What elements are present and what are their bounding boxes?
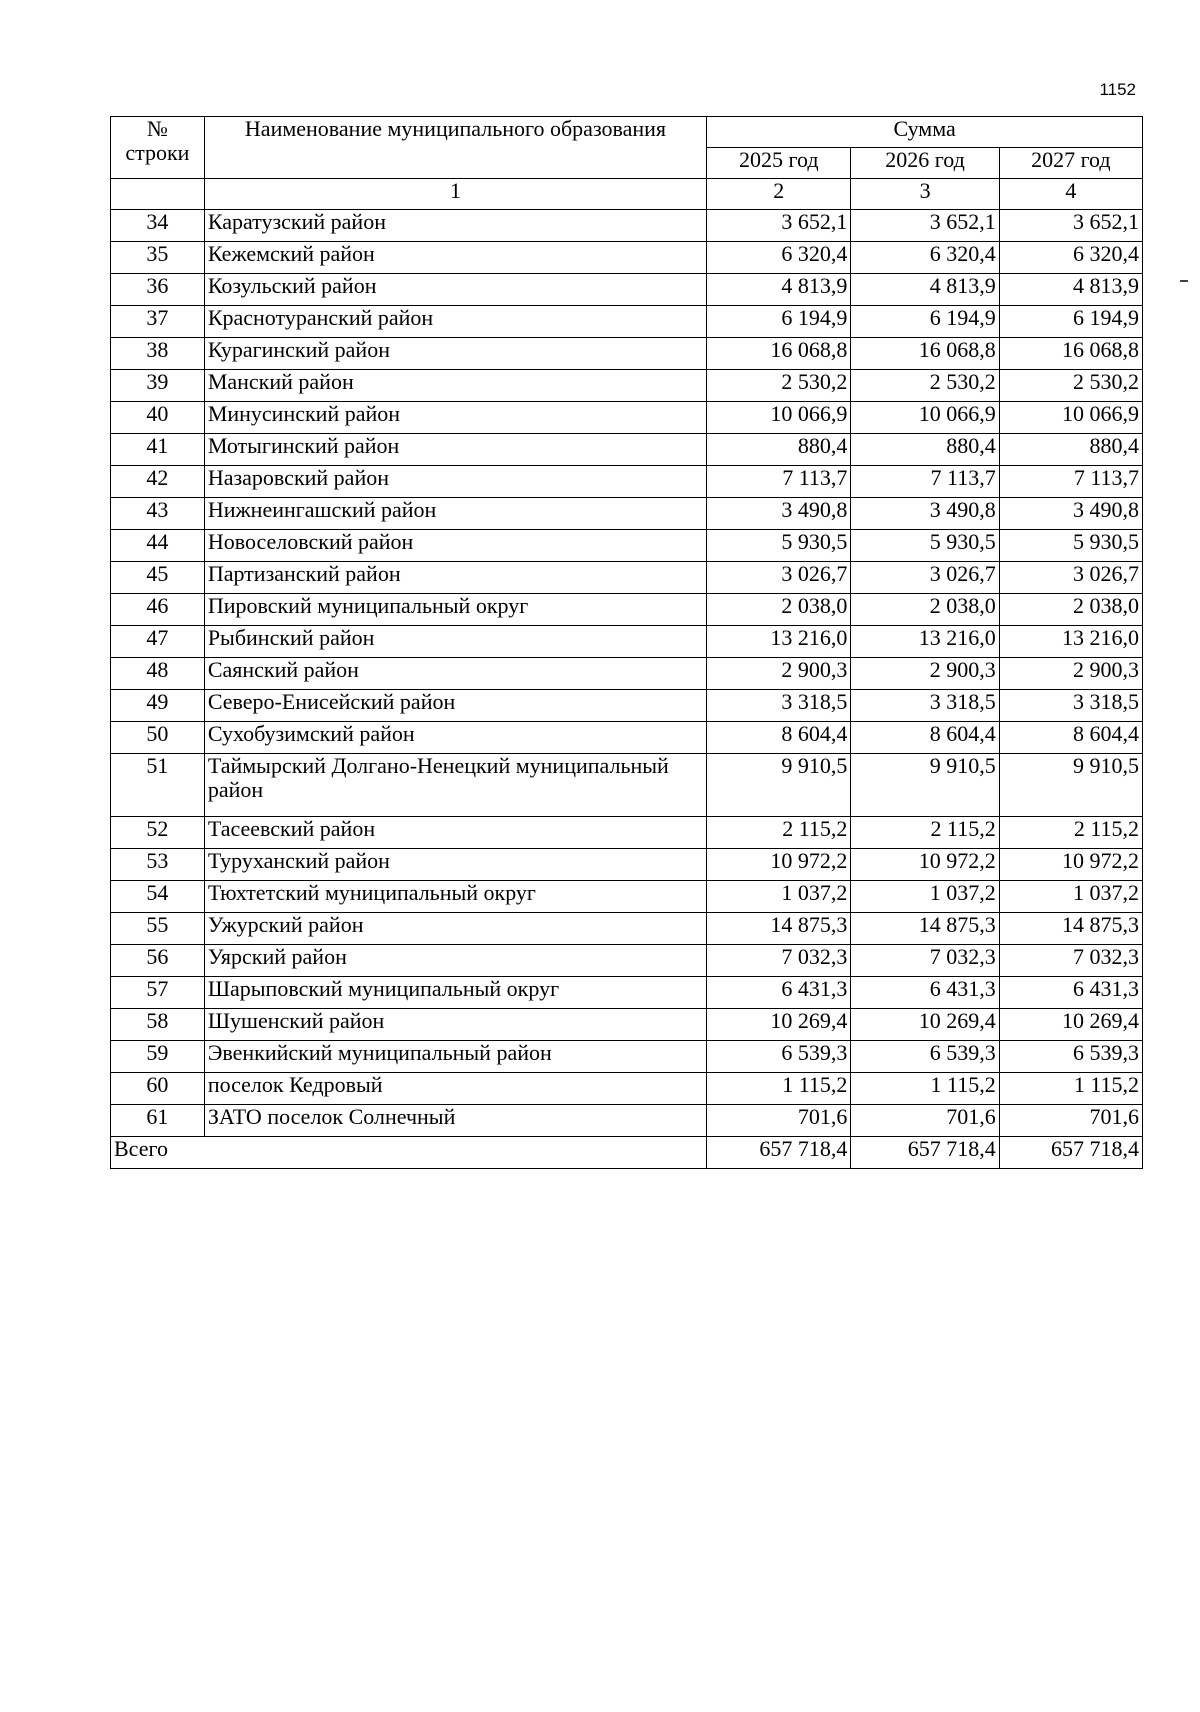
municipality-name: Каратузский район bbox=[204, 210, 706, 242]
amount-2027: 7 032,3 bbox=[999, 945, 1142, 977]
table-row bbox=[111, 530, 1143, 562]
table-row bbox=[111, 210, 1143, 242]
row-number: 60 bbox=[111, 1073, 205, 1105]
row-number: 52 bbox=[111, 817, 205, 849]
amount-2027: 10 972,2 bbox=[999, 849, 1142, 881]
column-number-3: 3 bbox=[851, 179, 999, 210]
amount-2026: 701,6 bbox=[851, 1105, 999, 1137]
table-row bbox=[111, 626, 1143, 658]
total-row bbox=[111, 1137, 1143, 1169]
amount-2025: 7 032,3 bbox=[707, 945, 851, 977]
amount-2025: 3 652,1 bbox=[707, 210, 851, 242]
header-year-2026: 2026 год bbox=[851, 148, 999, 179]
amount-2025: 13 216,0 bbox=[707, 626, 851, 658]
table-row bbox=[111, 722, 1143, 754]
municipality-name: Северо-Енисейский район bbox=[204, 690, 706, 722]
amount-2025: 3 026,7 bbox=[707, 562, 851, 594]
municipality-name: Тасеевский район bbox=[204, 817, 706, 849]
amount-2026: 6 539,3 bbox=[851, 1041, 999, 1073]
amount-2025: 6 539,3 bbox=[707, 1041, 851, 1073]
amount-2027: 2 038,0 bbox=[999, 594, 1142, 626]
municipality-name: Партизанский район bbox=[204, 562, 706, 594]
amount-2026: 6 320,4 bbox=[851, 242, 999, 274]
municipality-name: Курагинский район bbox=[204, 338, 706, 370]
table-row bbox=[111, 1041, 1143, 1073]
amount-2025: 3 318,5 bbox=[707, 690, 851, 722]
municipality-name: Нижнеингашский район bbox=[204, 498, 706, 530]
amount-2026: 5 930,5 bbox=[851, 530, 999, 562]
municipality-name: Минусинский район bbox=[204, 402, 706, 434]
amount-2025: 1 037,2 bbox=[707, 881, 851, 913]
municipality-name: Назаровский район bbox=[204, 466, 706, 498]
amount-2026: 10 269,4 bbox=[851, 1009, 999, 1041]
municipality-name: Шарыповский муниципальный округ bbox=[204, 977, 706, 1009]
table-row bbox=[111, 977, 1143, 1009]
amount-2027: 880,4 bbox=[999, 434, 1142, 466]
total-2026: 657 718,4 bbox=[851, 1137, 999, 1169]
page-number: 1152 bbox=[1099, 80, 1136, 99]
column-number-empty bbox=[111, 179, 205, 210]
table-row bbox=[111, 434, 1143, 466]
header-municipality-name: Наименование муниципального образования bbox=[204, 117, 706, 179]
municipality-name: Краснотуранский район bbox=[204, 306, 706, 338]
amount-2027: 4 813,9 bbox=[999, 274, 1142, 306]
amount-2027: 3 490,8 bbox=[999, 498, 1142, 530]
municipality-name: Новоселовский район bbox=[204, 530, 706, 562]
table-row bbox=[111, 498, 1143, 530]
amount-2026: 3 490,8 bbox=[851, 498, 999, 530]
amount-2025: 6 194,9 bbox=[707, 306, 851, 338]
table-row bbox=[111, 466, 1143, 498]
amount-2025: 2 115,2 bbox=[707, 817, 851, 849]
amount-2026: 8 604,4 bbox=[851, 722, 999, 754]
row-number: 61 bbox=[111, 1105, 205, 1137]
budget-table bbox=[110, 116, 1143, 1169]
amount-2027: 6 194,9 bbox=[999, 306, 1142, 338]
table-row bbox=[111, 562, 1143, 594]
row-number: 51 bbox=[111, 754, 205, 817]
municipality-name: Мотыгинский район bbox=[204, 434, 706, 466]
amount-2026: 1 037,2 bbox=[851, 881, 999, 913]
amount-2027: 3 026,7 bbox=[999, 562, 1142, 594]
amount-2027: 13 216,0 bbox=[999, 626, 1142, 658]
amount-2026: 3 318,5 bbox=[851, 690, 999, 722]
amount-2027: 1 115,2 bbox=[999, 1073, 1142, 1105]
row-number: 48 bbox=[111, 658, 205, 690]
row-number: 44 bbox=[111, 530, 205, 562]
row-number: 39 bbox=[111, 370, 205, 402]
amount-2025: 5 930,5 bbox=[707, 530, 851, 562]
table-row bbox=[111, 913, 1143, 945]
table-row bbox=[111, 945, 1143, 977]
amount-2027: 9 910,5 bbox=[999, 754, 1142, 817]
municipality-name: Кежемский район bbox=[204, 242, 706, 274]
amount-2027: 7 113,7 bbox=[999, 466, 1142, 498]
amount-2026: 13 216,0 bbox=[851, 626, 999, 658]
amount-2025: 701,6 bbox=[707, 1105, 851, 1137]
row-number: 56 bbox=[111, 945, 205, 977]
table-row bbox=[111, 1009, 1143, 1041]
amount-2025: 880,4 bbox=[707, 434, 851, 466]
column-number-4: 4 bbox=[999, 179, 1142, 210]
row-number: 49 bbox=[111, 690, 205, 722]
table-row bbox=[111, 881, 1143, 913]
table-row bbox=[111, 370, 1143, 402]
amount-2027: 6 431,3 bbox=[999, 977, 1142, 1009]
amount-2025: 9 910,5 bbox=[707, 754, 851, 817]
row-number: 37 bbox=[111, 306, 205, 338]
amount-2026: 880,4 bbox=[851, 434, 999, 466]
amount-2027: 10 066,9 bbox=[999, 402, 1142, 434]
table-header bbox=[111, 117, 1143, 210]
table-row bbox=[111, 338, 1143, 370]
amount-2025: 10 269,4 bbox=[707, 1009, 851, 1041]
row-number: 55 bbox=[111, 913, 205, 945]
row-number: 36 bbox=[111, 274, 205, 306]
table-footer bbox=[111, 1137, 1143, 1169]
header-sum: Сумма bbox=[707, 117, 1143, 148]
amount-2026: 1 115,2 bbox=[851, 1073, 999, 1105]
amount-2025: 2 038,0 bbox=[707, 594, 851, 626]
municipality-name: Туруханский район bbox=[204, 849, 706, 881]
municipality-name: Тюхтетский муниципальный округ bbox=[204, 881, 706, 913]
amount-2026: 6 194,9 bbox=[851, 306, 999, 338]
amount-2025: 2 530,2 bbox=[707, 370, 851, 402]
amount-2025: 10 066,9 bbox=[707, 402, 851, 434]
header-row-number-line1: № bbox=[146, 116, 168, 141]
municipality-name: ЗАТО поселок Солнечный bbox=[204, 1105, 706, 1137]
header-row-number bbox=[111, 117, 205, 179]
row-number: 46 bbox=[111, 594, 205, 626]
amount-2027: 6 320,4 bbox=[999, 242, 1142, 274]
header-year-2025: 2025 год bbox=[707, 148, 851, 179]
amount-2025: 6 431,3 bbox=[707, 977, 851, 1009]
row-number: 43 bbox=[111, 498, 205, 530]
amount-2026: 7 113,7 bbox=[851, 466, 999, 498]
amount-2025: 10 972,2 bbox=[707, 849, 851, 881]
municipality-name: Козульский район bbox=[204, 274, 706, 306]
row-number: 57 bbox=[111, 977, 205, 1009]
row-number: 54 bbox=[111, 881, 205, 913]
amount-2027: 3 318,5 bbox=[999, 690, 1142, 722]
header-year-2027: 2027 год bbox=[999, 148, 1142, 179]
municipality-name: Саянский район bbox=[204, 658, 706, 690]
municipality-name: Шушенский район bbox=[204, 1009, 706, 1041]
table-row bbox=[111, 1105, 1143, 1137]
table-row bbox=[111, 754, 1143, 817]
row-number: 58 bbox=[111, 1009, 205, 1041]
total-2027: 657 718,4 bbox=[999, 1137, 1142, 1169]
table-row bbox=[111, 849, 1143, 881]
amount-2026: 2 900,3 bbox=[851, 658, 999, 690]
table-row bbox=[111, 274, 1143, 306]
margin-mark bbox=[1180, 280, 1188, 282]
amount-2027: 2 115,2 bbox=[999, 817, 1142, 849]
amount-2025: 8 604,4 bbox=[707, 722, 851, 754]
amount-2027: 14 875,3 bbox=[999, 913, 1142, 945]
row-number: 53 bbox=[111, 849, 205, 881]
municipality-name: Таймырский Долгано-Ненецкий муниципальный район bbox=[204, 754, 706, 817]
row-number: 35 bbox=[111, 242, 205, 274]
amount-2027: 701,6 bbox=[999, 1105, 1142, 1137]
municipality-name: Ужурский район bbox=[204, 913, 706, 945]
amount-2027: 8 604,4 bbox=[999, 722, 1142, 754]
amount-2027: 2 530,2 bbox=[999, 370, 1142, 402]
row-number: 45 bbox=[111, 562, 205, 594]
row-number: 47 bbox=[111, 626, 205, 658]
row-number: 42 bbox=[111, 466, 205, 498]
row-number: 41 bbox=[111, 434, 205, 466]
row-number: 34 bbox=[111, 210, 205, 242]
amount-2025: 4 813,9 bbox=[707, 274, 851, 306]
amount-2026: 2 530,2 bbox=[851, 370, 999, 402]
table-row bbox=[111, 817, 1143, 849]
municipality-name: Сухобузимский район bbox=[204, 722, 706, 754]
amount-2027: 6 539,3 bbox=[999, 1041, 1142, 1073]
amount-2025: 14 875,3 bbox=[707, 913, 851, 945]
amount-2025: 3 490,8 bbox=[707, 498, 851, 530]
table-row bbox=[111, 306, 1143, 338]
amount-2026: 9 910,5 bbox=[851, 754, 999, 817]
amount-2026: 2 115,2 bbox=[851, 817, 999, 849]
amount-2026: 10 972,2 bbox=[851, 849, 999, 881]
amount-2025: 16 068,8 bbox=[707, 338, 851, 370]
municipality-name: Рыбинский район bbox=[204, 626, 706, 658]
amount-2027: 2 900,3 bbox=[999, 658, 1142, 690]
amount-2027: 16 068,8 bbox=[999, 338, 1142, 370]
amount-2026: 14 875,3 bbox=[851, 913, 999, 945]
table-row bbox=[111, 594, 1143, 626]
row-number: 50 bbox=[111, 722, 205, 754]
column-number-1: 1 bbox=[204, 179, 706, 210]
table-row bbox=[111, 402, 1143, 434]
row-number: 59 bbox=[111, 1041, 205, 1073]
header-row-number-line2: строки bbox=[125, 140, 190, 166]
amount-2025: 7 113,7 bbox=[707, 466, 851, 498]
amount-2026: 16 068,8 bbox=[851, 338, 999, 370]
amount-2025: 1 115,2 bbox=[707, 1073, 851, 1105]
municipality-name: Эвенкийский муниципальный район bbox=[204, 1041, 706, 1073]
amount-2027: 3 652,1 bbox=[999, 210, 1142, 242]
amount-2026: 10 066,9 bbox=[851, 402, 999, 434]
table-row bbox=[111, 1073, 1143, 1105]
amount-2027: 1 037,2 bbox=[999, 881, 1142, 913]
amount-2026: 7 032,3 bbox=[851, 945, 999, 977]
amount-2027: 10 269,4 bbox=[999, 1009, 1142, 1041]
municipality-name: Пировский муниципальный округ bbox=[204, 594, 706, 626]
municipality-name: поселок Кедровый bbox=[204, 1073, 706, 1105]
amount-2026: 3 652,1 bbox=[851, 210, 999, 242]
municipality-name: Манский район bbox=[204, 370, 706, 402]
total-2025: 657 718,4 bbox=[707, 1137, 851, 1169]
table-body bbox=[111, 210, 1143, 1137]
amount-2025: 6 320,4 bbox=[707, 242, 851, 274]
total-label: Всего bbox=[111, 1137, 707, 1169]
amount-2026: 6 431,3 bbox=[851, 977, 999, 1009]
amount-2026: 3 026,7 bbox=[851, 562, 999, 594]
table-row bbox=[111, 242, 1143, 274]
column-number-2: 2 bbox=[707, 179, 851, 210]
amount-2027: 5 930,5 bbox=[999, 530, 1142, 562]
amount-2026: 2 038,0 bbox=[851, 594, 999, 626]
row-number: 38 bbox=[111, 338, 205, 370]
table-row bbox=[111, 658, 1143, 690]
municipality-name: Уярский район bbox=[204, 945, 706, 977]
row-number: 40 bbox=[111, 402, 205, 434]
amount-2025: 2 900,3 bbox=[707, 658, 851, 690]
amount-2026: 4 813,9 bbox=[851, 274, 999, 306]
table-row bbox=[111, 690, 1143, 722]
